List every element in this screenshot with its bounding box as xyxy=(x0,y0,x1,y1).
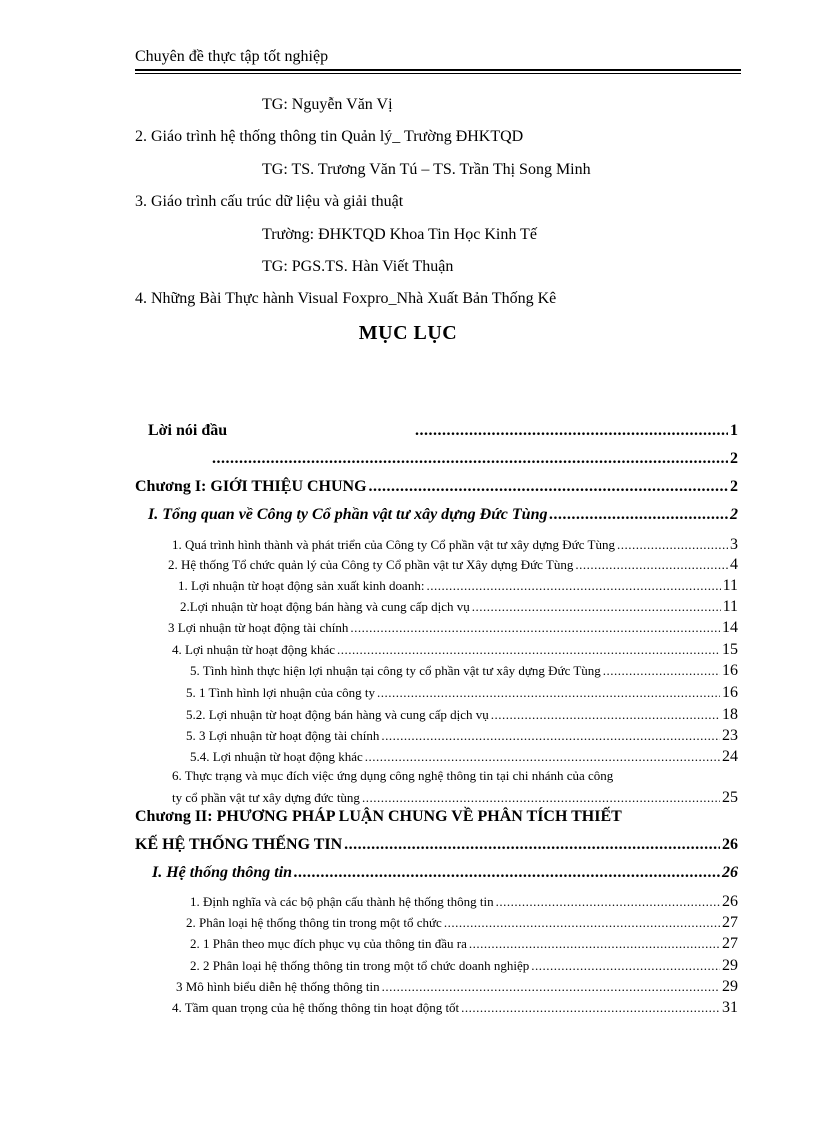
header-rule-thin xyxy=(135,73,741,74)
toc-entry-page: 31 xyxy=(722,999,738,1016)
toc-title: MỤC LỤC xyxy=(358,322,458,344)
header-title: Chuyên đề thực tập tốt nghiệp xyxy=(135,48,329,65)
toc-entry[interactable] xyxy=(148,422,738,440)
toc-leader xyxy=(461,1000,720,1016)
toc-leader xyxy=(575,557,728,573)
toc-entry-text: 2. 1 Phân theo mục đích phục vụ của thông tin đầu ra xyxy=(190,936,467,951)
toc-leader xyxy=(212,450,728,468)
toc-entry-continued: Chương II: PHƯƠNG PHÁP LUẬN CHUNG VỀ PHÂN TÍCH THIẾT xyxy=(135,808,622,825)
toc-entry-text: 3 Lợi nhuận từ hoạt động tài chính xyxy=(168,620,349,635)
toc-entry-text: 1. Lợi nhuận từ hoạt động sản xuất kinh doanh: xyxy=(178,578,425,593)
toc-leader xyxy=(426,578,720,594)
toc-entry-page: 25 xyxy=(722,789,738,806)
toc-entry[interactable] xyxy=(172,789,738,807)
toc-entry-text: 2. 2 Phân loại hệ thống thông tin trong một tổ chức doanh nghiệp xyxy=(190,958,530,973)
toc-entry-text: 4. Lợi nhuận từ hoạt động khác xyxy=(172,642,336,657)
toc-leader xyxy=(369,478,728,496)
toc-entry-page: 27 xyxy=(722,914,738,931)
toc-entry-text: I. Hệ thống thông tin xyxy=(152,864,293,881)
toc-entry-text: 1. Định nghĩa và các bộ phận cấu thành hệ thống thông tin xyxy=(190,894,494,909)
toc-entry[interactable] xyxy=(176,978,738,996)
reference-line: Trường: ĐHKTQD Khoa Tin Học Kinh Tế xyxy=(262,226,537,243)
toc-entry-text: 5.4. Lợi nhuận từ hoạt động khác xyxy=(190,749,363,764)
toc-entry[interactable] xyxy=(186,706,738,724)
toc-entry-page: 27 xyxy=(722,935,738,952)
toc-entry[interactable] xyxy=(210,450,738,468)
toc-leader xyxy=(472,599,721,615)
toc-entry-text: 4. Tầm quan trọng của hệ thống thông tin hoạt động tốt xyxy=(172,1000,460,1015)
toc-leader xyxy=(549,506,728,524)
toc-entry[interactable] xyxy=(168,619,738,637)
reference-line: TG: TS. Trương Văn Tú – TS. Trần Thị Song Minh xyxy=(262,161,591,178)
toc-leader xyxy=(365,749,720,765)
toc-entry-page: 11 xyxy=(722,598,738,615)
reference-line: 4. Những Bài Thực hành Visual Foxpro_Nhà Xuất Bản Thống Kê xyxy=(135,290,557,307)
toc-entry[interactable] xyxy=(172,641,738,659)
toc-leader xyxy=(531,958,720,974)
toc-leader xyxy=(469,936,720,952)
toc-entry-page: 2 xyxy=(730,450,738,467)
toc-leader xyxy=(344,836,720,854)
toc-leader xyxy=(491,707,720,723)
toc-entry-page: 24 xyxy=(722,748,738,765)
toc-entry[interactable] xyxy=(148,506,738,524)
toc-entry-page: 2 xyxy=(730,478,738,495)
toc-entry-page: 2 xyxy=(730,506,738,523)
toc-entry-text: 1. Quá trình hình thành và phát triển của Công ty Cổ phần vật tư xây dựng Đức Tùng xyxy=(172,537,615,552)
toc-entry-page: 11 xyxy=(722,577,738,594)
toc-entry-page: 26 xyxy=(722,836,738,853)
toc-leader xyxy=(444,915,720,931)
reference-line: 3. Giáo trình cấu trúc dữ liệu và giải thuật xyxy=(135,193,404,210)
toc-entry[interactable] xyxy=(190,748,738,766)
reference-line: 2. Giáo trình hệ thống thông tin Quản lý_ Trường ĐHKTQD xyxy=(135,128,524,145)
toc-entry[interactable] xyxy=(178,577,738,595)
toc-entry-page: 16 xyxy=(722,662,738,679)
toc-entry[interactable] xyxy=(186,727,738,745)
toc-entry-page: 3 xyxy=(730,536,738,553)
toc-entry-page: 29 xyxy=(722,957,738,974)
toc-entry[interactable] xyxy=(135,478,738,496)
toc-entry-text: 5. 3 Lợi nhuận từ hoạt động tài chính xyxy=(186,728,380,743)
toc-entry-page: 14 xyxy=(722,619,738,636)
reference-line: TG: PGS.TS. Hàn Viết Thuận xyxy=(262,258,454,275)
reference-line: TG: Nguyễn Văn Vị xyxy=(262,96,393,113)
toc-entry-text: 5. Tình hình thực hiện lợi nhuận tại công ty cổ phần vật tư xây dựng Đức Tùng xyxy=(190,663,601,678)
toc-entry[interactable] xyxy=(152,864,738,882)
toc-entry-page: 18 xyxy=(722,706,738,723)
toc-leader xyxy=(377,685,720,701)
toc-entry-page: 26 xyxy=(722,864,738,881)
header-rule-thick xyxy=(135,69,741,71)
toc-entry[interactable] xyxy=(172,536,738,554)
toc-leader xyxy=(362,790,720,806)
toc-leader xyxy=(382,979,720,995)
toc-entry-text: 5. 1 Tình hình lợi nhuận của công ty xyxy=(186,685,375,700)
toc-entry-page: 16 xyxy=(722,684,738,701)
toc-entry-page: 1 xyxy=(730,422,738,439)
toc-entry-page: 15 xyxy=(722,641,738,658)
toc-entry-text: Lời nói đầu xyxy=(148,422,228,439)
toc-entry[interactable] xyxy=(135,836,738,854)
toc-leader xyxy=(617,537,728,553)
toc-leader xyxy=(603,663,720,679)
toc-entry[interactable] xyxy=(190,935,738,953)
toc-entry-page: 26 xyxy=(722,893,738,910)
toc-leader xyxy=(496,894,720,910)
toc-entry-text: Chương I: GIỚI THIỆU CHUNG xyxy=(135,478,367,495)
toc-entry-page: 4 xyxy=(730,556,738,573)
toc-leader xyxy=(350,620,720,636)
toc-entry[interactable] xyxy=(190,957,738,975)
toc-entry[interactable] xyxy=(180,598,738,616)
toc-entry[interactable] xyxy=(172,999,738,1017)
toc-entry-text: 2. Hệ thống Tổ chức quản lý của Công ty Cổ phần vật tư Xây dựng Đức Tùng xyxy=(168,557,574,572)
toc-entry-continued: 6. Thực trạng và mục đích việc ứng dụng công nghệ thông tin tại chi nhánh của công xyxy=(172,768,614,783)
toc-leader xyxy=(415,422,728,440)
toc-leader xyxy=(381,728,720,744)
toc-entry-text: 2.Lợi nhuận từ hoạt động bán hàng và cung cấp dịch vụ xyxy=(180,599,470,614)
toc-entry-text: KẾ HỆ THỐNG THẾNG TIN xyxy=(135,836,343,853)
toc-entry[interactable] xyxy=(186,684,738,702)
toc-entry-page: 23 xyxy=(722,727,738,744)
toc-entry[interactable] xyxy=(190,893,738,911)
toc-entry-text: ty cổ phần vật tư xây dựng đức tùng xyxy=(172,790,360,805)
toc-entry-text: 2. Phân loại hệ thống thông tin trong một tổ chức xyxy=(186,915,442,930)
toc-entry[interactable] xyxy=(190,662,738,680)
toc-entry-text: I. Tổng quan về Công ty Cổ phần vật tư xây dựng Đức Tùng xyxy=(148,506,548,523)
toc-entry-text: 5.2. Lợi nhuận từ hoạt động bán hàng và cung cấp dịch vụ xyxy=(186,707,489,722)
toc-entry-page: 29 xyxy=(722,978,738,995)
toc-entry-text: 3 Mô hình biểu diễn hệ thống thông tin xyxy=(176,979,380,994)
toc-leader xyxy=(294,864,720,882)
toc-entry[interactable] xyxy=(186,914,738,932)
toc-entry[interactable] xyxy=(168,556,738,574)
toc-leader xyxy=(337,642,720,658)
